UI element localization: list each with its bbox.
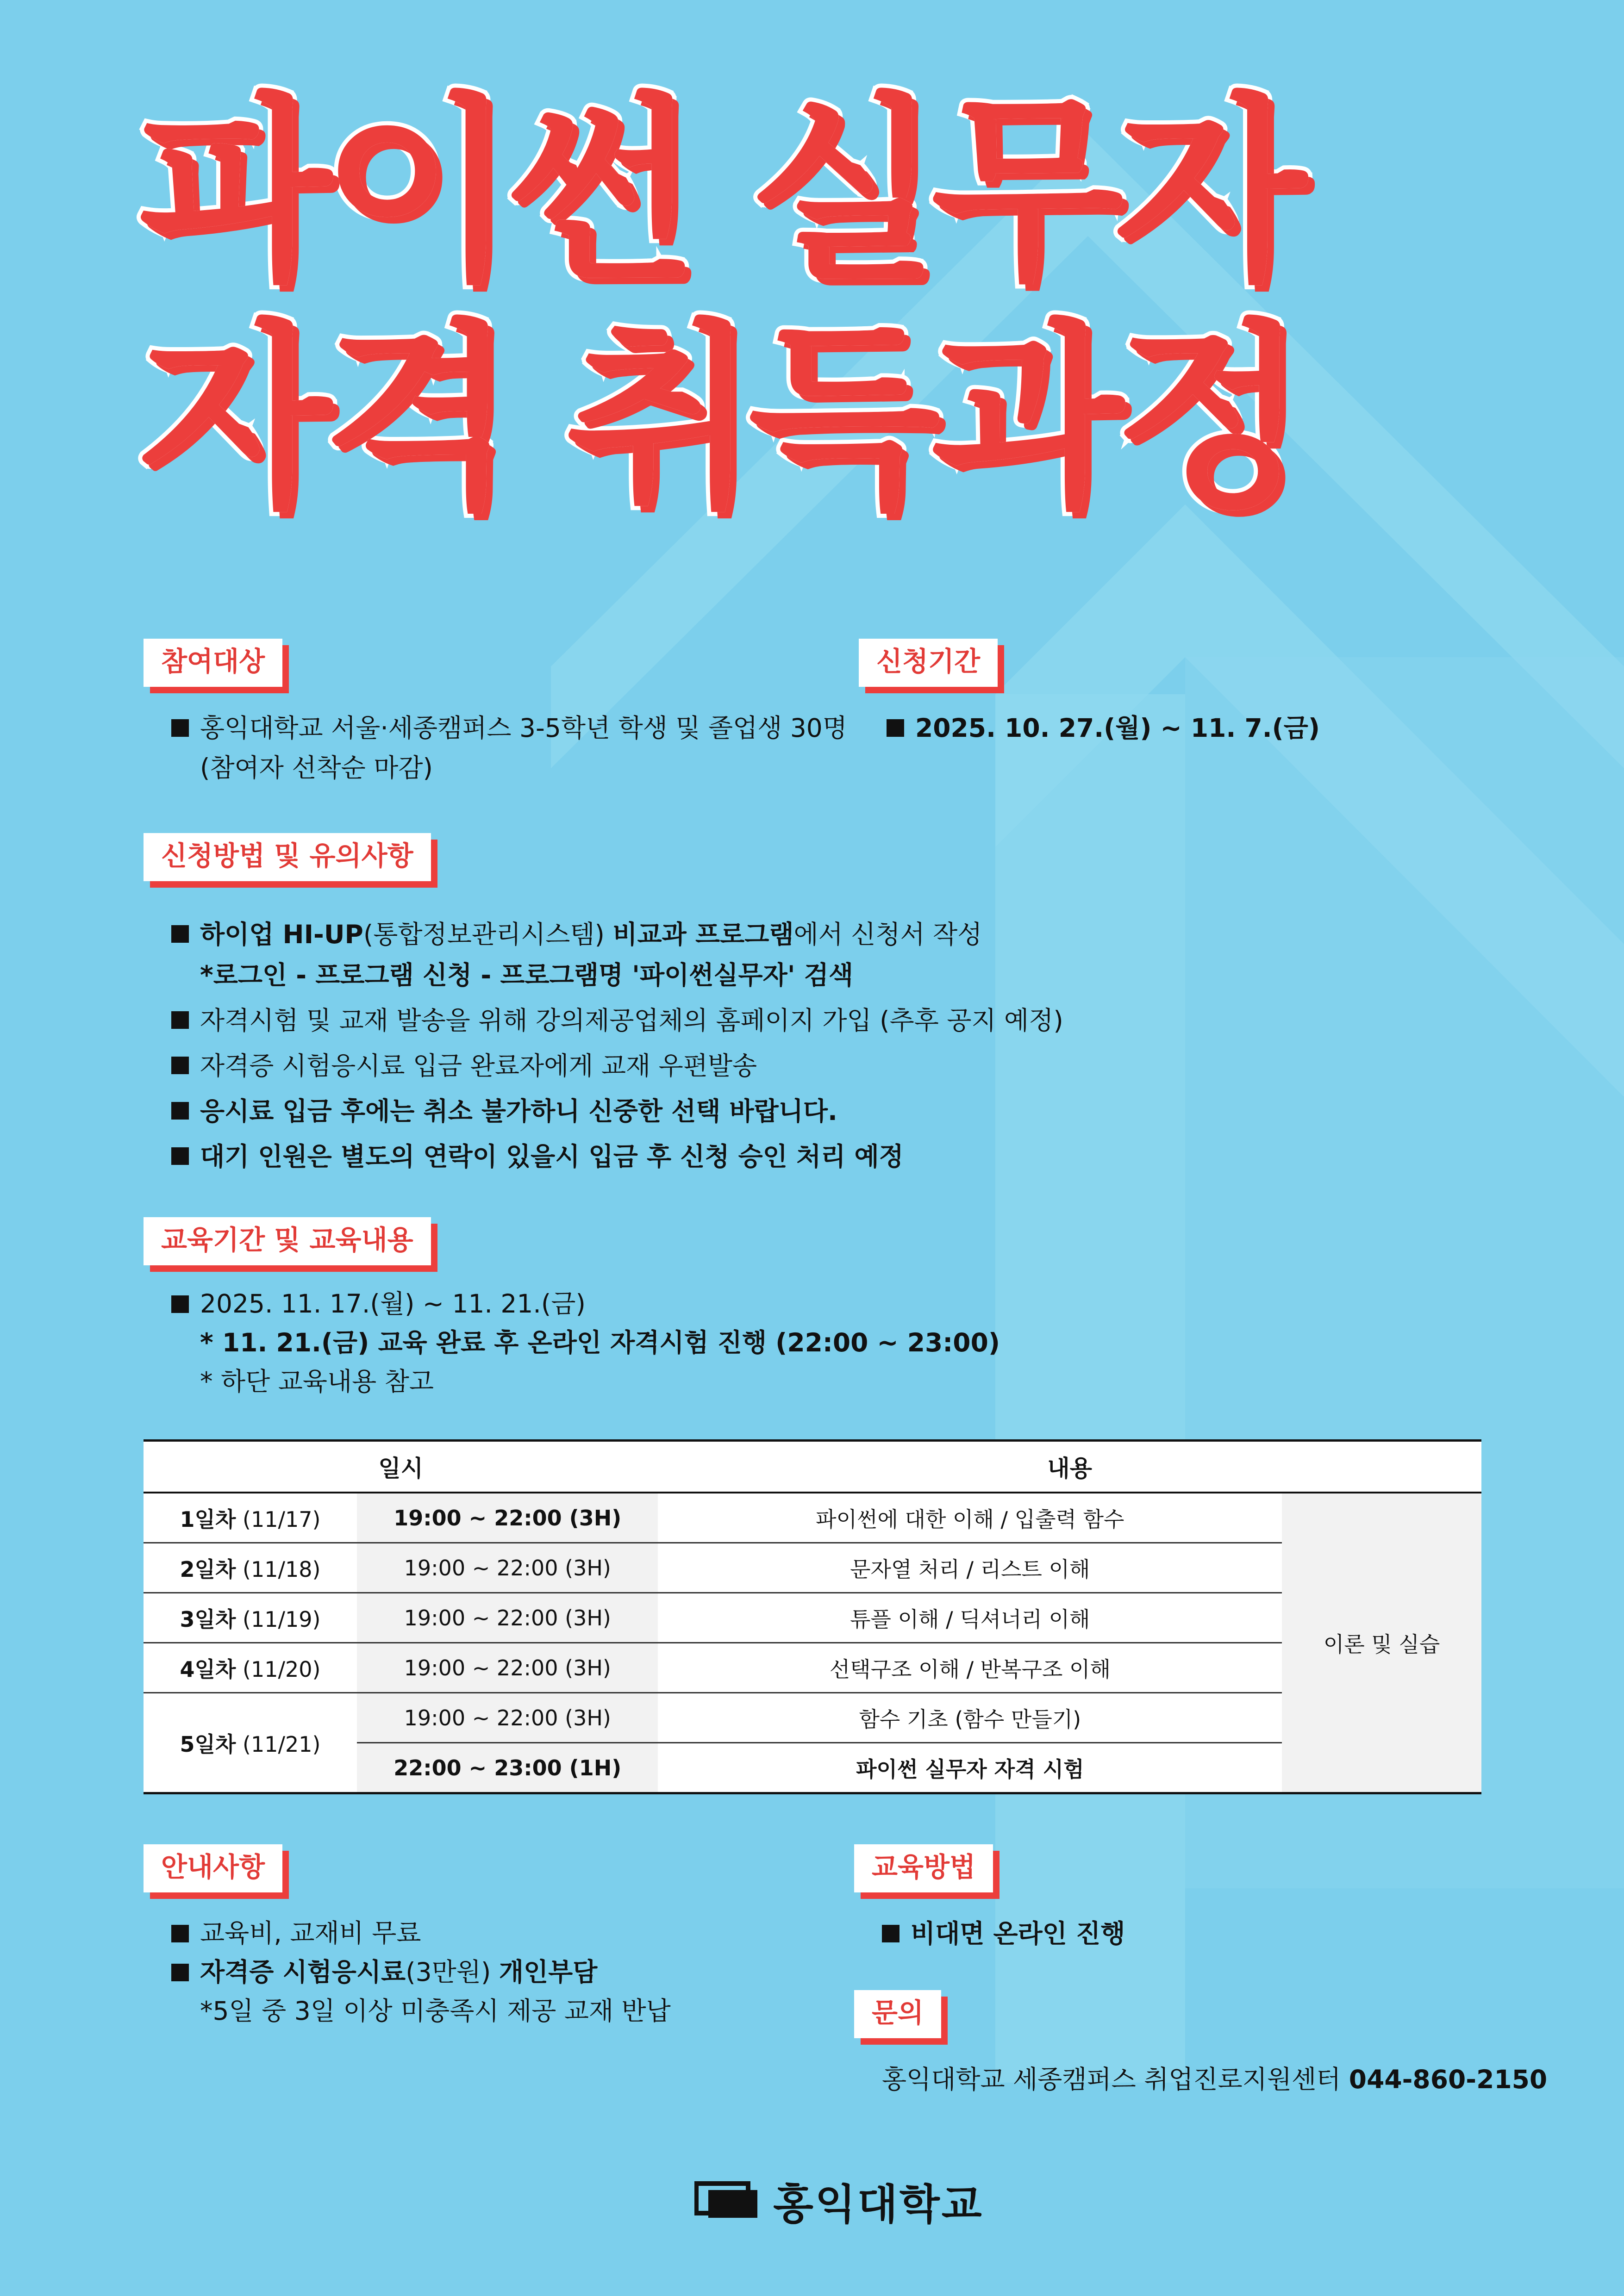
education-label: 교육기간 및 교육내용 [144,1217,431,1265]
notice-fee-burden: 개인부담 [499,1957,598,1987]
schedule-content-cell: 문자열 처리 / 리스트 이해 [658,1543,1282,1593]
university-logo [694,2171,984,2231]
schedule-header-content: 내용 [658,1442,1481,1493]
schedule-day-cell [144,1543,357,1593]
application-period-label: 신청기간 [859,639,998,687]
day-label: 3일차 [180,1606,236,1632]
contact-label: 문의 [854,1990,941,2038]
contact-center: 홍익대학교 세종캠퍼스 취업진로지원센터 [882,2065,1349,2094]
edu-method-label: 교육방법 [854,1844,993,1892]
notice-fee-amount: (3만원) [406,1957,499,1987]
day-date: (11/20) [243,1656,321,1682]
education-period: 2025. 11. 17.(월) ~ 11. 21.(금) [200,1289,586,1319]
notice-label: 안내사항 [144,1844,282,1892]
day-label: 5일차 [180,1731,236,1757]
bullet-icon [171,1964,189,1981]
bullet-icon [171,1147,189,1165]
education-note-2: * 하단 교육내용 참고 [200,1367,434,1396]
education-text [171,1284,1000,1401]
notice-item-1: 교육비, 교재비 무료 [200,1918,421,1948]
method-label: 신청방법 및 유의사항 [144,833,431,881]
schedule-content-cell: 튜플 이해 / 딕셔너리 이해 [658,1593,1282,1643]
table-row [144,1493,1481,1543]
method-hiup-desc: (통합정보관리시스템) [363,920,613,949]
schedule-content-cell: 함수 기초 (함수 만들기) [658,1693,1282,1743]
table-row [144,1643,1481,1693]
method-item-4 [171,1091,1063,1132]
bullet-icon [171,1011,189,1029]
method-item-2 [171,1000,1063,1041]
participants-label: 참여대상 [144,639,282,687]
bullet-icon [171,1295,189,1313]
method-list [171,914,1063,1177]
table-row [144,1593,1481,1643]
schedule-time-cell: 19:00 ~ 22:00 (3H) [357,1693,658,1743]
schedule-day-cell [144,1693,357,1792]
day-date: (11/17) [243,1506,321,1532]
title-line-2: 자격 취득과정 [139,303,1297,535]
contact-text [882,2060,1547,2099]
logo-mark-icon [694,2180,759,2221]
schedule-table [144,1439,1481,1794]
bullet-icon [887,719,904,737]
method-hiup: 하이업 HI-UP [200,920,363,949]
bullet-icon [882,1925,899,1942]
participants-line1: 홍익대학교 서울·세종캠퍼스 3-5학년 학생 및 졸업생 30명 [200,713,847,743]
title-line-1: 파이썬 실무자 [139,76,1297,308]
method-item-5 [171,1136,1063,1177]
schedule-time-cell: 19:00 ~ 22:00 (3H) [357,1493,658,1543]
day-date: (11/21) [243,1731,321,1757]
method-item-2-text: 자격시험 및 교재 발송을 위해 강의제공업체의 홈페이지 가입 (추후 공지 예정) [200,1006,1063,1035]
schedule-time-cell: 19:00 ~ 22:00 (3H) [357,1543,658,1593]
schedule-content-cell: 파이썬에 대한 이해 / 입출력 함수 [658,1493,1282,1543]
method-item-4-text: 응시료 입금 후에는 취소 불가하니 신중한 선택 바랍니다. [200,1096,837,1126]
day-date: (11/18) [243,1556,321,1582]
application-period-value: 2025. 10. 27.(월) ~ 11. 7.(금) [915,713,1320,743]
bullet-icon [171,1925,189,1942]
day-label: 4일차 [180,1656,236,1682]
participants-line2: (참여자 선착순 마감) [200,753,433,783]
notice-fee: 자격증 시험응시료 [200,1957,406,1987]
schedule-content-cell: 파이썬 실무자 자격 시험 [856,1756,1084,1782]
application-period-text [887,708,1320,748]
schedule-type-cell: 이론 및 실습 [1282,1493,1481,1792]
schedule-header-row [144,1442,1481,1493]
method-program: 비교과 프로그램 [612,920,794,949]
bullet-icon [171,925,189,943]
schedule-time-cell: 22:00 ~ 23:00 (1H) [357,1743,658,1792]
method-program-desc: 에서 신청서 작성 [793,920,982,949]
schedule-day-cell [144,1643,357,1693]
bullet-icon [171,719,189,737]
schedule-time-cell: 19:00 ~ 22:00 (3H) [357,1593,658,1643]
bullet-icon [171,1057,189,1074]
notice-text [171,1914,671,2030]
day-label: 1일차 [180,1506,236,1532]
method-item-1-sub: *로그인 - 프로그램 신청 - 프로그램명 '파이썬실무자' 검색 [200,960,853,990]
edu-method-text [882,1914,1125,1954]
education-note-1: * 11. 21.(금) 교육 완료 후 온라인 자격시험 진행 (22:00 ~ 23:00) [200,1328,1000,1357]
bullet-icon [171,1102,189,1120]
table-row [144,1693,1481,1743]
method-item-1 [171,914,1063,955]
day-date: (11/19) [243,1606,321,1632]
schedule-content-cell: 선택구조 이해 / 반복구조 이해 [658,1643,1282,1693]
edu-method-value: 비대면 온라인 진행 [911,1919,1125,1948]
method-item-3-text: 자격증 시험응시료 입금 완료자에게 교재 우편발송 [200,1051,757,1081]
schedule-day-cell [144,1493,357,1543]
table-row [144,1543,1481,1593]
schedule-header-date: 일시 [144,1442,658,1493]
method-item-5-text: 대기 인원은 별도의 연락이 있을시 입금 후 신청 승인 처리 예정 [200,1142,904,1171]
day-label: 2일차 [180,1556,236,1582]
notice-item-2-sub: *5일 중 3일 이상 미충족시 제공 교재 반납 [200,1996,671,2026]
logo-text: 홍익대학교 [773,2180,984,2229]
contact-phone: 044-860-2150 [1349,2065,1548,2094]
schedule-day-cell [144,1593,357,1643]
schedule-time-cell: 19:00 ~ 22:00 (3H) [357,1643,658,1693]
participants-text [171,708,847,788]
method-item-3 [171,1045,1063,1086]
